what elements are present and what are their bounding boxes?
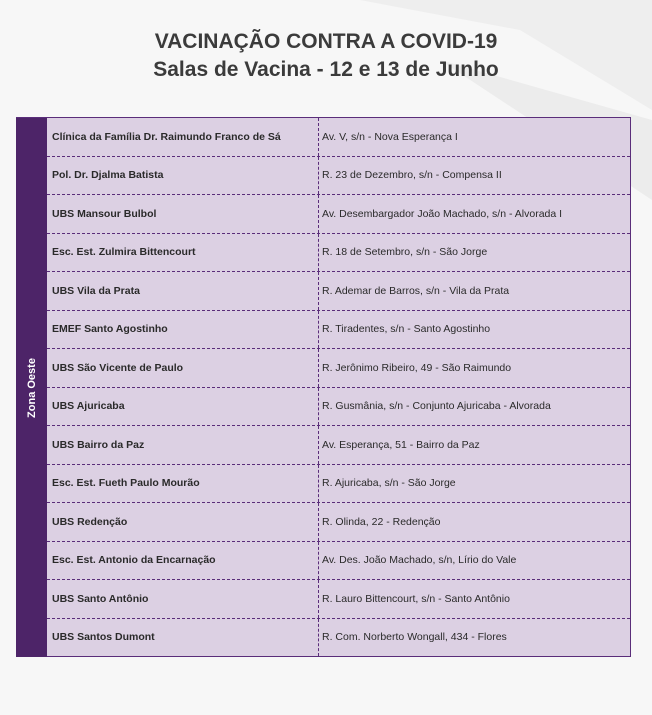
- site-name: Clínica da Família Dr. Raimundo Franco de Sá: [47, 118, 319, 156]
- zone-column: [16, 118, 47, 657]
- site-name: UBS São Vicente de Paulo: [47, 349, 319, 387]
- table-row: [47, 388, 630, 427]
- site-address: R. 23 de Dezembro, s/n - Compensa II: [322, 169, 502, 182]
- table-row: [47, 465, 630, 504]
- table-row: [47, 234, 630, 273]
- site-address: R. Lauro Bittencourt, s/n - Santo Antônio: [322, 592, 510, 605]
- table-row: [47, 349, 630, 388]
- table-row: [47, 157, 630, 196]
- site-address: Av. V, s/n - Nova Esperança I: [322, 130, 458, 143]
- table-row: [47, 619, 630, 658]
- site-name: Pol. Dr. Djalma Batista: [47, 157, 319, 195]
- vaccination-sites-table: [16, 117, 631, 657]
- site-name: EMEF Santo Agostinho: [47, 311, 319, 349]
- site-name: UBS Bairro da Paz: [47, 426, 319, 464]
- table-row: [47, 272, 630, 311]
- site-name: UBS Mansour Bulbol: [47, 195, 319, 233]
- table-row: [47, 503, 630, 542]
- site-address: Av. Esperança, 51 - Bairro da Paz: [322, 438, 480, 451]
- table-body: [47, 118, 630, 657]
- site-address: R. Gusmânia, s/n - Conjunto Ajuricaba - Alvorada: [322, 400, 551, 413]
- site-address: Av. Des. João Machado, s/n, Lírio do Vale: [322, 554, 517, 567]
- site-name: Esc. Est. Fueth Paulo Mourão: [47, 465, 319, 503]
- site-name: Esc. Est. Antonio da Encarnação: [47, 542, 319, 580]
- table-row: [47, 118, 630, 157]
- site-address: R. Ademar de Barros, s/n - Vila da Prata: [322, 284, 510, 297]
- site-address: R. 18 de Setembro, s/n - São Jorge: [322, 246, 488, 259]
- table-row: [47, 311, 630, 350]
- site-name: UBS Redenção: [47, 503, 319, 541]
- table-row: [47, 426, 630, 465]
- table-row: [47, 542, 630, 581]
- site-name: UBS Vila da Prata: [47, 272, 319, 310]
- page-title: VACINAÇÃO CONTRA A COVID-19: [154, 30, 498, 53]
- site-address: R. Ajuricaba, s/n - São Jorge: [322, 477, 456, 490]
- table-row: [47, 580, 630, 619]
- site-name: UBS Ajuricaba: [47, 388, 319, 426]
- site-address: Av. Desembargador João Machado, s/n - Alvorada I: [322, 207, 563, 220]
- zone-label: Zona Oeste: [25, 357, 38, 418]
- site-address: R. Com. Norberto Wongall, 434 - Flores: [322, 631, 507, 644]
- page-header: [0, 28, 652, 84]
- site-name: UBS Santo Antônio: [47, 580, 319, 618]
- site-address: R. Tiradentes, s/n - Santo Agostinho: [322, 323, 491, 336]
- site-address: R. Jerônimo Ribeiro, 49 - São Raimundo: [322, 361, 512, 374]
- site-address: R. Olinda, 22 - Redenção: [322, 515, 441, 528]
- page-subtitle: Salas de Vacina - 12 e 13 de Junho: [153, 58, 499, 81]
- site-name: Esc. Est. Zulmira Bittencourt: [47, 234, 319, 272]
- table-row: [47, 195, 630, 234]
- site-name: UBS Santos Dumont: [47, 619, 319, 657]
